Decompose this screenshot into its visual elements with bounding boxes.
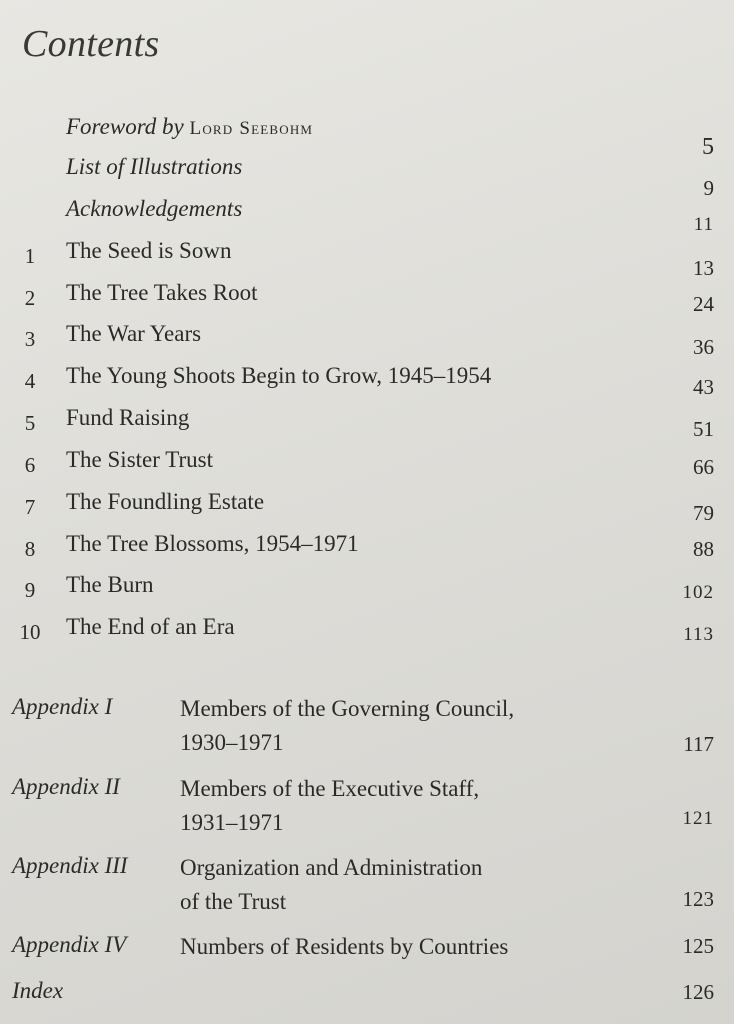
chapter-title: Fund Raising	[66, 405, 190, 430]
toc-page-number: 5	[702, 134, 714, 160]
chapter-number: 4	[24, 369, 36, 393]
toc-page-number: 43	[693, 375, 714, 399]
chapter-title: The Young Shoots Begin to Grow, 1945–1954	[66, 363, 492, 388]
toc-page-number: 126	[682, 980, 714, 1004]
appendix-title	[180, 930, 508, 964]
appendix-title	[180, 692, 514, 760]
toc-page-number: 66	[693, 455, 714, 479]
appendix-title-line: 1930–1971	[180, 730, 284, 755]
toc-page-number: 51	[693, 417, 714, 441]
toc-chapter-row[interactable]	[0, 531, 734, 563]
chapter-title: The End of an Era	[66, 614, 235, 639]
index-label: Index	[12, 978, 64, 1003]
toc-chapter-row[interactable]	[0, 363, 734, 399]
toc-page-number: 121	[682, 808, 714, 829]
chapter-title: The War Years	[66, 321, 202, 346]
toc-entry-acknowledgements[interactable]	[0, 196, 734, 228]
toc-page-number: 102	[682, 582, 714, 603]
chapter-title: The Seed is Sown	[66, 238, 232, 263]
chapter-number: 5	[24, 411, 36, 435]
chapter-title: The Tree Blossoms, 1954–1971	[66, 531, 359, 556]
appendix-label: Appendix II	[12, 774, 120, 799]
toc-entry-label: Foreword by Lord Seebohm	[66, 114, 314, 139]
toc-chapter-row[interactable]	[0, 238, 734, 280]
toc-chapter-row[interactable]	[0, 572, 734, 604]
appendix-label: Appendix IV	[12, 932, 127, 957]
appendix-title-line: Members of the Governing Council,	[180, 696, 515, 721]
toc-page-number: 36	[693, 335, 714, 359]
toc-page-number: 9	[703, 176, 714, 200]
appendix-title-line: Organization and Administration	[180, 855, 483, 880]
chapter-number: 6	[24, 453, 36, 477]
toc-appendix-row[interactable]	[0, 772, 734, 842]
toc-entry-label: Acknowledgements	[66, 196, 243, 221]
toc-appendix-row[interactable]	[0, 851, 734, 921]
appendix-title	[180, 851, 482, 919]
chapter-title: The Tree Takes Root	[66, 280, 258, 305]
chapter-number: 8	[24, 537, 36, 561]
toc-entry-foreword[interactable]	[0, 114, 734, 146]
chapter-title: The Foundling Estate	[66, 489, 265, 514]
toc-chapter-row[interactable]	[0, 280, 734, 316]
page-title: Contents	[22, 23, 160, 65]
toc-page-number: 13	[693, 256, 714, 280]
toc-page-number: 113	[683, 624, 714, 645]
toc-appendix-row[interactable]	[0, 930, 734, 966]
chapter-title: The Sister Trust	[66, 447, 213, 472]
chapter-number: 2	[24, 286, 36, 310]
appendix-title-line: of the Trust	[180, 889, 287, 914]
toc-page-number: 125	[682, 934, 714, 958]
toc-chapter-row[interactable]	[0, 321, 734, 359]
toc-entry-author: Lord Seebohm	[189, 118, 314, 139]
toc-page-number: 24	[693, 292, 714, 316]
toc-entry-illustrations[interactable]	[0, 154, 734, 186]
toc-chapter-row[interactable]	[0, 489, 734, 525]
chapter-title: The Burn	[66, 572, 154, 597]
chapter-number: 10	[19, 620, 41, 644]
appendix-label: Appendix I	[12, 694, 113, 719]
appendix-title-line: Members of the Executive Staff,	[180, 776, 480, 801]
chapter-number: 7	[24, 495, 36, 519]
toc-chapter-row[interactable]	[0, 614, 734, 646]
toc-index-row[interactable]	[0, 978, 734, 1014]
toc-page-number: 79	[693, 501, 714, 525]
appendix-label: Appendix III	[12, 853, 128, 878]
toc-chapter-row[interactable]	[0, 447, 734, 479]
appendix-title-line: 1931–1971	[180, 810, 284, 835]
toc-page-number: 11	[693, 214, 714, 235]
toc-page-number: 123	[682, 887, 714, 911]
chapter-number: 3	[24, 327, 36, 351]
appendix-title-line: Numbers of Residents by Countries	[180, 934, 509, 959]
chapter-number: 9	[24, 578, 36, 602]
toc-page-number: 117	[683, 732, 714, 756]
toc-page-number: 88	[693, 537, 714, 561]
appendix-title	[180, 772, 479, 840]
toc-appendix-row[interactable]	[0, 692, 734, 762]
toc-entry-label: List of Illustrations	[66, 154, 243, 179]
toc-chapter-row[interactable]	[0, 405, 734, 441]
chapter-number: 1	[24, 244, 36, 268]
